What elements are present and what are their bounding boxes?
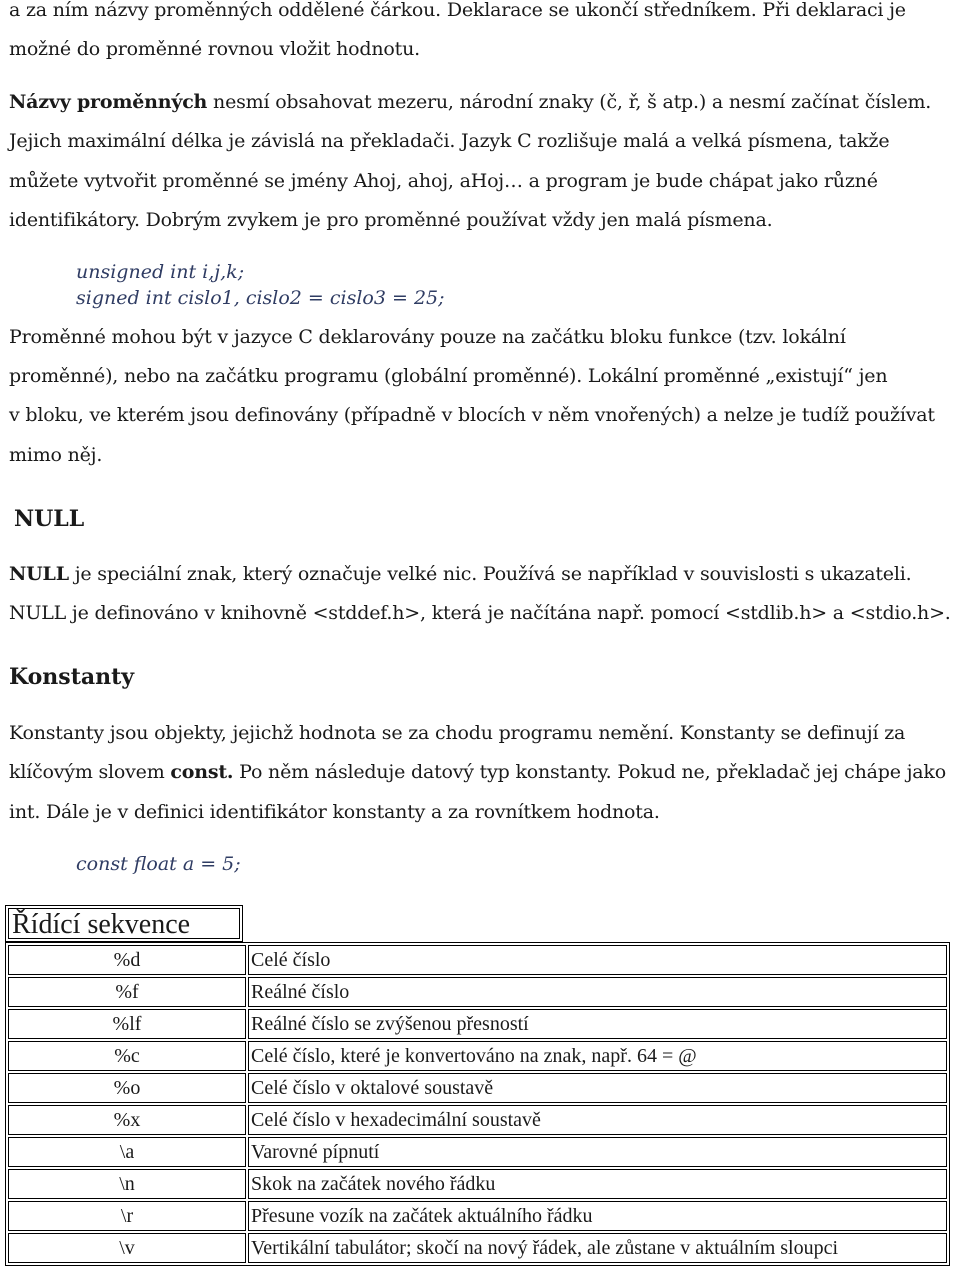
escape-code-cell: \a <box>8 1137 246 1167</box>
intro-line-5: můžete vytvořit proměnné se jmény Ahoj, ahoj, aHoj… a program je bude chápat jako různé <box>9 170 878 192</box>
intro-line-1: a za ním názvy proměnných oddělené čárkou. Deklarace se ukončí středníkem. Při deklaraci je <box>9 0 906 21</box>
escape-description-cell: Skok na začátek nového řádku <box>248 1169 947 1199</box>
table-row <box>8 1105 947 1135</box>
scope-line-4: mimo něj. <box>9 444 103 466</box>
escape-description-cell: Celé číslo <box>248 945 947 975</box>
code-example-1-line-2: signed int cislo1, cislo2 = cislo3 = 25; <box>76 287 445 309</box>
escape-description-cell: Celé číslo v hexadecimální soustavě <box>248 1105 947 1135</box>
intro-line-4: Jejich maximální délka je závislá na překladači. Jazyk C rozlišuje malá a velká písmena, takže <box>9 130 890 152</box>
null-line-1 <box>9 555 911 594</box>
scope-line-3: v bloku, ve kterém jsou definovány (případně v blocích v něm vnořených) a nelze je tudíž používat <box>9 404 935 426</box>
escape-code-cell: \v <box>8 1233 246 1263</box>
escape-code-cell: %d <box>8 945 246 975</box>
const-line-1: Konstanty jsou objekty, jejichž hodnota se za chodu programu nemění. Konstanty se definují za <box>9 722 906 744</box>
table-row <box>8 1137 947 1167</box>
null-line-2: NULL je definováno v knihovně <stddef.h>, která je načítána např. pomocí <stdlib.h> a <stdio.h>. <box>9 602 951 624</box>
escape-table-title: Řídící sekvence <box>8 908 240 939</box>
escape-description-cell: Vertikální tabulátor; skočí na nový řádek, ale zůstane v aktuálním sloupci <box>248 1233 947 1263</box>
table-row <box>8 1041 947 1071</box>
table-row <box>8 1009 947 1039</box>
table-row <box>8 1201 947 1231</box>
intro-line-6: identifikátory. Dobrým zvykem je pro proměnné používat vždy jen malá písmena. <box>9 209 773 231</box>
table-row <box>8 1233 947 1263</box>
escape-description-cell: Celé číslo v oktalové soustavě <box>248 1073 947 1103</box>
const-code-example: const float a = 5; <box>76 853 241 875</box>
intro-line-3-rest: nesmí obsahovat mezeru, národní znaky (č, ř, š atp.) a nesmí začínat číslem. <box>207 91 932 113</box>
null-line-1-rest: je speciální znak, který označuje velké nic. Používá se například v souvislosti s ukazateli. <box>68 563 912 585</box>
escape-table-title-box <box>5 905 243 942</box>
code-example-1-line-1: unsigned int i,j,k; <box>76 261 245 283</box>
escape-code-cell: %lf <box>8 1009 246 1039</box>
escape-description-cell: Varovné pípnutí <box>248 1137 947 1167</box>
escape-description-cell: Reálné číslo <box>248 977 947 1007</box>
escape-code-cell: \n <box>8 1169 246 1199</box>
escape-description-cell: Celé číslo, které je konvertováno na znak, např. 64 = @ <box>248 1041 947 1071</box>
intro-line-3 <box>9 83 931 122</box>
null-heading: NULL <box>14 506 85 532</box>
konstanty-heading: Konstanty <box>9 664 135 690</box>
escape-code-cell: %c <box>8 1041 246 1071</box>
escape-code-cell: %o <box>8 1073 246 1103</box>
escape-code-cell: %f <box>8 977 246 1007</box>
const-line-2-rest: Po něm následuje datový typ konstanty. Pokud ne, překladač jej chápe jako <box>233 761 946 783</box>
table-row <box>8 977 947 1007</box>
const-keyword-bold: const. <box>170 761 234 783</box>
table-row <box>8 1073 947 1103</box>
scope-line-1: Proměnné mohou být v jazyce C deklarovány pouze na začátku bloku funkce (tzv. lokální <box>9 326 846 348</box>
scope-line-2: proměnné), nebo na začátku programu (globální proměnné). Lokální proměnné „existují“ jen <box>9 365 888 387</box>
table-row <box>8 945 947 975</box>
escape-code-cell: \r <box>8 1201 246 1231</box>
variable-names-bold: Názvy proměnných <box>9 91 208 113</box>
const-line-3: int. Dále je v definici identifikátor konstanty a za rovnítkem hodnota. <box>9 801 660 823</box>
const-line-2 <box>9 753 946 792</box>
null-bold: NULL <box>9 563 69 585</box>
intro-line-2: možné do proměnné rovnou vložit hodnotu. <box>9 38 420 60</box>
table-row <box>8 1169 947 1199</box>
escape-description-cell: Reálné číslo se zvýšenou přesností <box>248 1009 947 1039</box>
const-line-2-pre: klíčovým slovem <box>9 761 171 783</box>
escape-code-cell: %x <box>8 1105 246 1135</box>
escape-description-cell: Přesune vozík na začátek aktuálního řádku <box>248 1201 947 1231</box>
escape-sequence-table <box>5 942 950 1266</box>
